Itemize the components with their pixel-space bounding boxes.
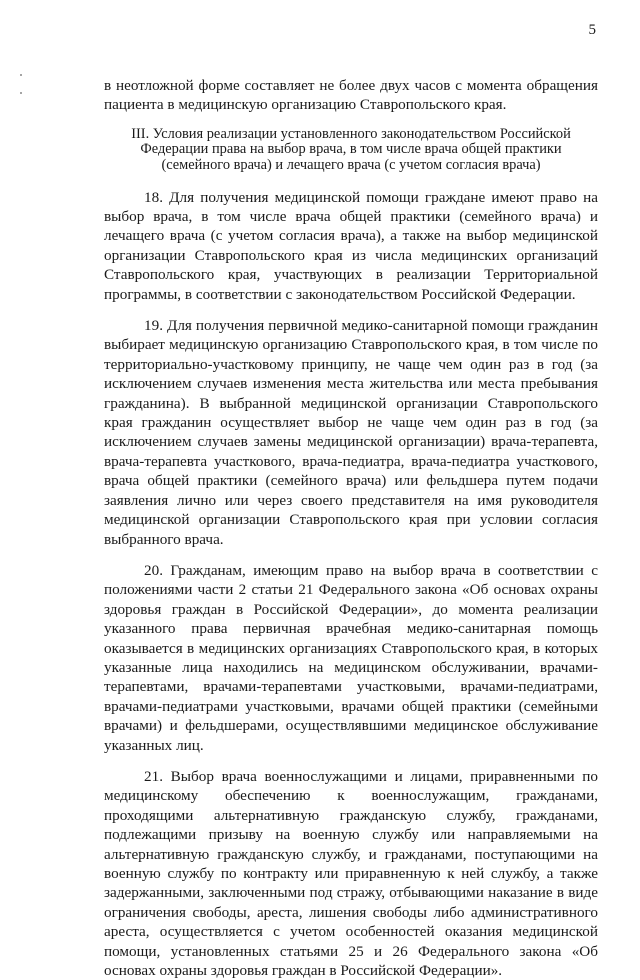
document-body xyxy=(104,76,598,980)
paragraph-21: 21. Выбор врача военнослужащими и лицами, приравненными по медицинскому обеспечению к военнослужащим, гражданами, проходящими альтернативную гражданскую службу, гражданами, подлежащими призыву на военную службу или направляемыми на альтернативную гражданскую службу, и гражданами, поступающими на военную службу по контракту или приравненную к ней службу, а также задержанными, заключенными под стражу, отбывающими наказание в виде ограничения свободы, ареста, лишения свободы либо административного ареста, осуществляется с учетом особенностей оказания медицинской помощи, установленных статьями 25 и 26 Федерального закона «Об основах охраны здоровья граждан в Российской Федерации». xyxy=(104,767,598,980)
page-number: 5 xyxy=(588,22,596,38)
section-heading: III. Условия реализации установленного законодательством Российской Федерации права на выбор врача, в том числе врача общей практики (семейного врача) и лечащего врача (с учетом согласия врача) xyxy=(131,125,571,173)
scan-speck xyxy=(20,92,22,94)
paragraph-18: 18. Для получения медицинской помощи граждане имеют право на выбор врача, в том числе врача общей практики (семейного врача) и лечащего врача (с учетом согласия врача), а также на выбор медицинской организации Ставропольского края из числа медицинских организаций Ставропольского края, участвующих в реализации Территориальной программы, в соответствии с законодательством Российской Федерации. xyxy=(104,188,598,303)
paragraph-20: 20. Гражданам, имеющим право на выбор врача в соответствии с положениями части 2 статьи 21 Федерального закона «Об основах охраны здоровья граждан в Российской Федерации», до момента реализации указанного права первичная врачебная медико-санитарная помощь оказывается в медицинских организациях Ставропольского края, в которых указанные лица находились на медицинском обслуживании, врачами-терапевтами, врачами-терапевтами участковыми, врачами-педиатрами, врачами-педиатрами участковыми, врачами общей практики (семейными врачами) и фельдшерами, осуществлявшими медицинское обслуживание указанных лиц. xyxy=(104,561,598,754)
continuation-text: в неотложной форме составляет не более двух часов с момента обращения пациента в медицинскую организацию Ставропольского края. xyxy=(104,77,598,114)
scan-speck xyxy=(20,74,22,76)
paragraph-19: 19. Для получения первичной медико-санитарной помощи гражданин выбирает медицинскую организацию Ставропольского края, в том числе по территориально-участковому принципу, не чаще чем один раз в год (за исключением случаев изменения места жительства или места пребывания гражданина). В выбранной медицинской организации Ставропольского края гражданин осуществляет выбор не чаще чем один раз в год (за исключением случаев замены медицинской организации) врача-терапевта, врача-терапевта участкового, врача-педиатра, врача-педиатра участкового, врача общей практики (семейного врача) или фельдшера путем подачи заявления лично или через своего представителя на имя руководителя медицинской организации Ставропольского края при условии согласия выбранного врача. xyxy=(104,317,598,548)
